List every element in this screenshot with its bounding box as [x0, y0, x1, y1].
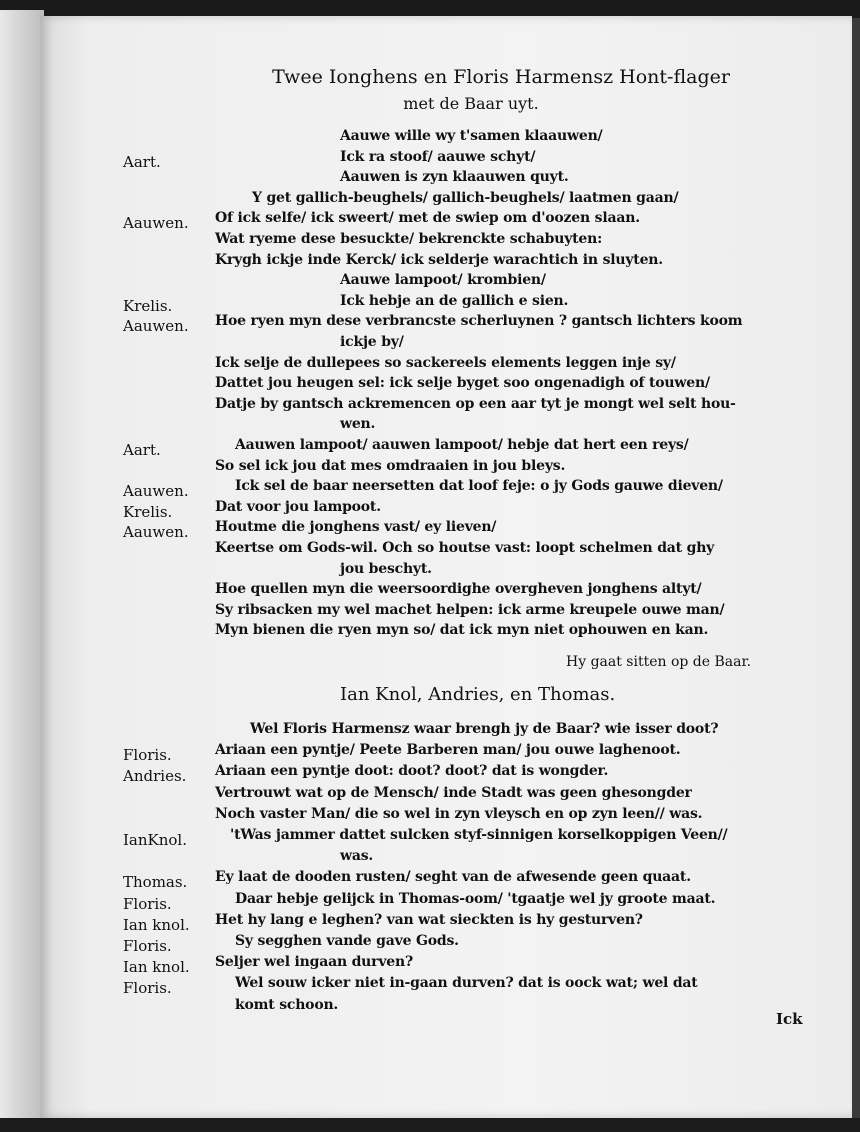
- verse-line: Wel souw icker niet in-gaan durven? dat is oock wat; wel dat: [235, 975, 698, 992]
- verse-line: Het hy lang e leghen? van wat sieckten is hy gesturven?: [215, 911, 643, 928]
- verse-line: Ick ra stoof/ aauwe schyt/: [340, 148, 536, 165]
- page-title: Twee Ionghens en Floris Harmensz Hont-flager: [272, 66, 730, 88]
- speaker-label: Ian knol.: [123, 958, 190, 977]
- verse-line: Ick sel de baar neersetten dat loof feje: o jy Gods gauwe dieven/: [235, 478, 723, 495]
- verse-line: Houtme die jonghens vast/ ey lieven/: [215, 519, 497, 536]
- speaker-label: Andries.: [123, 767, 187, 786]
- speaker-label: Aauwen.: [123, 214, 189, 233]
- book-spine-edge: [0, 10, 44, 1120]
- verse-line: Seljer wel ingaan durven?: [215, 954, 413, 971]
- verse-line: ickje by/: [340, 334, 404, 350]
- verse-line: Krygh ickje inde Kerck/ ick selderje warachtich in sluyten.: [215, 251, 663, 268]
- speaker-label: Aart.: [123, 441, 161, 459]
- verse-line: Wel Floris Harmensz waar brengh jy de Baar? wie isser doot?: [250, 721, 719, 737]
- speaker-label: IanKnol.: [123, 831, 187, 849]
- verse-line: Wat ryeme dese besuckte/ bekrenckte schabuyten:: [215, 231, 603, 247]
- verse-line: wen.: [340, 416, 376, 433]
- speaker-label: Aart.: [123, 152, 161, 171]
- verse-line: Myn bienen die ryen myn so/ dat ick myn niet ophouwen en kan.: [215, 622, 709, 639]
- speaker-label: Floris.: [123, 894, 172, 913]
- verse-line: Ariaan een pyntje/ Peete Barberen man/ jou ouwe laghenoot.: [215, 742, 681, 759]
- verse-line: Of ick selfe/ ick sweert/ met de swiep om d'oozen slaan.: [215, 210, 640, 227]
- speaker-label: Ian knol.: [123, 915, 190, 934]
- verse-line: Keertse om Gods-wil. Och so houtse vast: loopt schelmen dat ghy: [215, 540, 715, 556]
- verse-line: Aauwen lampoot/ aauwen lampoot/ hebje dat hert een reys/: [235, 437, 689, 453]
- speaker-label: Thomas.: [123, 873, 188, 892]
- speaker-label: Krelis.: [123, 296, 173, 315]
- verse-line: Vertrouwt wat op de Mensch/ inde Stadt was geen ghesongder: [215, 784, 692, 801]
- stage-direction: Hy gaat sitten op de Baar.: [566, 654, 752, 670]
- catchword: Ick: [776, 1010, 803, 1028]
- verse-line: Ey laat de dooden rusten/ seght van de afwesende geen quaat.: [215, 869, 691, 886]
- verse-line: Aauwen is zyn klaauwen quyt.: [340, 169, 569, 186]
- verse-line: Hoe quellen myn die weersoordighe overgheven jonghens altyt/: [215, 581, 702, 598]
- verse-line: Noch vaster Man/ die so wel in zyn vleysch en op zyn leen// was.: [215, 805, 703, 822]
- verse-line: Ariaan een pyntje doot: doot? doot? dat is wongder.: [215, 763, 609, 780]
- verse-line: Ick selje de dullepees so sackereels elements leggen inje sy/: [215, 354, 676, 371]
- scan-bottom-edge: [0, 1118, 860, 1132]
- speaker-label: Floris.: [123, 746, 172, 765]
- speaker-label: Floris.: [123, 937, 172, 955]
- speaker-label: Krelis.: [123, 502, 173, 521]
- verse-line: 'tWas jammer dattet sulcken styf-sinnigen korselkoppigen Veen//: [230, 827, 728, 843]
- speaker-label: Aauwen.: [123, 482, 189, 501]
- verse-line: Sy ribsacken my wel machet helpen: ick arme kreupele ouwe man/: [215, 601, 725, 618]
- verse-line: Hoe ryen myn dese verbrancste scherluynen ? gantsch lichters koom: [215, 313, 743, 330]
- verse-line: jou beschyt.: [340, 560, 432, 577]
- verse-line: Datje by gantsch ackremencen op een aar tyt je mongt wel selt hou-: [215, 395, 736, 412]
- verse-line: Sy segghen vande gave Gods.: [235, 933, 459, 949]
- verse-line: Y get gallich-beughels/ gallich-beughels/ laatmen gaan/: [252, 189, 679, 206]
- verse-line: Dattet jou heugen sel: ick selje byget soo ongenadigh of touwen/: [215, 375, 710, 392]
- verse-line: Ick hebje an de gallich e sien.: [340, 292, 569, 309]
- verse-line: So sel ick jou dat mes omdraaien in jou bleys.: [215, 457, 566, 474]
- verse-line: Dat voor jou lampoot.: [215, 498, 381, 515]
- verse-line: Daar hebje gelijck in Thomas-oom/ 'tgaatje wel jy groote maat.: [235, 890, 716, 907]
- page-subtitle: met de Baar uyt.: [403, 94, 539, 113]
- scene-heading: Ian Knol, Andries, en Thomas.: [340, 684, 616, 705]
- verse-line: komt schoon.: [235, 996, 339, 1013]
- speaker-label: Aauwen.: [123, 317, 189, 336]
- book-page: [40, 16, 852, 1118]
- verse-line: was.: [340, 848, 374, 865]
- speaker-label: Aauwen.: [123, 523, 189, 542]
- verse-line: Aauwe wille wy t'samen klaauwen/: [340, 128, 603, 144]
- speaker-label: Floris.: [123, 979, 172, 998]
- verse-line: Aauwe lampoot/ krombien/: [340, 272, 546, 289]
